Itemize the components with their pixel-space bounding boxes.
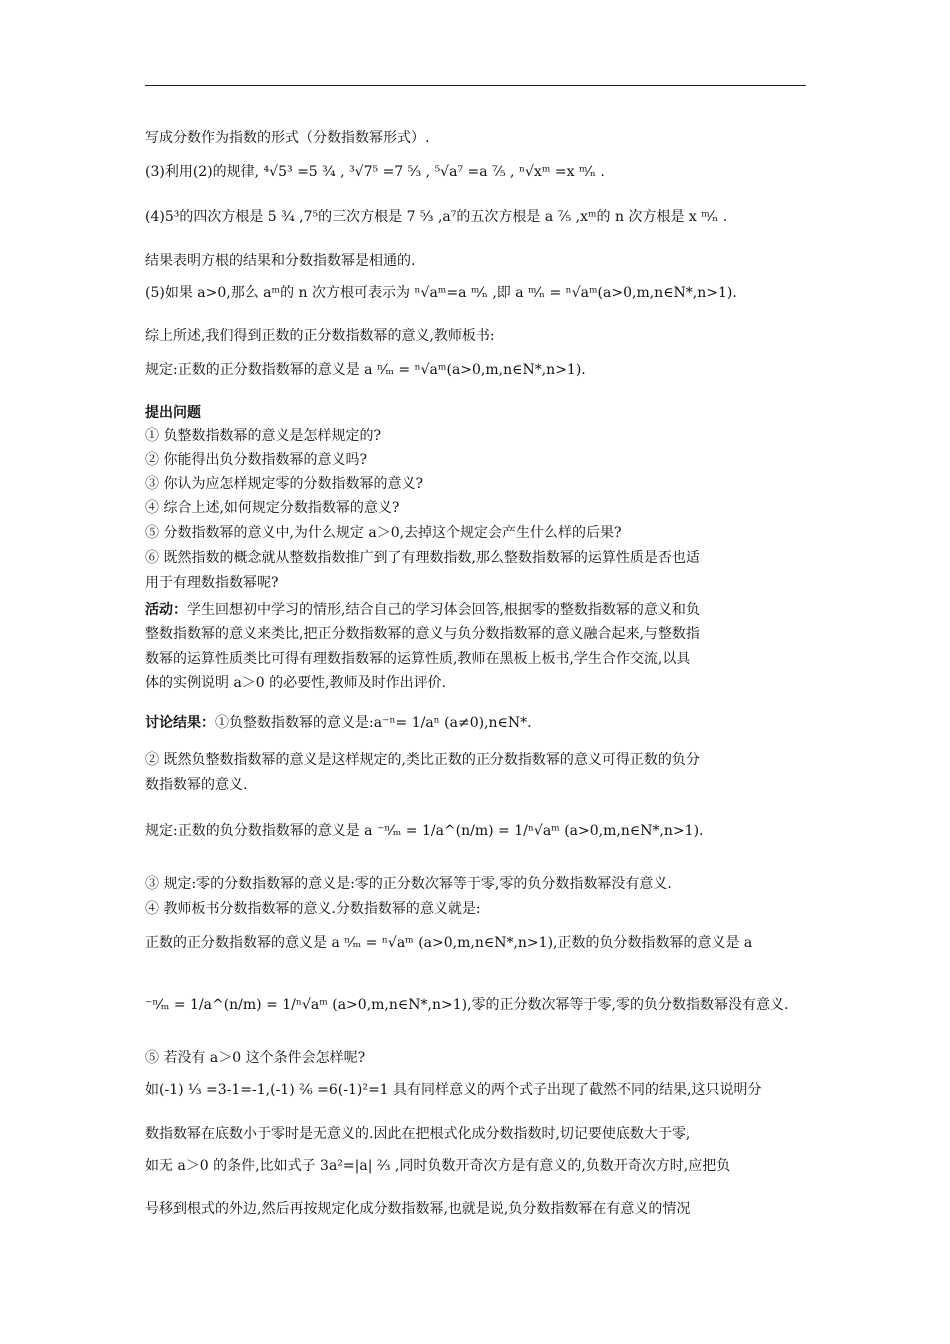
text-line: 整数指数幂的意义来类比,把正分数指数幂的意义与负分数指数幂的意义融合起来,与整数指 [145,626,700,642]
text-line: 数幂的运算性质类比可得有理数指数幂的运算性质,教师在黑板上板书,学生合作交流,以具 [145,651,691,667]
text-line: ⑤ 若没有 a＞0 这个条件会怎样呢? [145,1050,366,1066]
activity-paragraph: 活动：学生回想初中学习的情形,结合自己的学习体会回答,根据零的整数指数幂的意义和负 [145,602,700,618]
text-line: (3)利用(2)的规律, ⁴√5³ =5 ³⁄₄ , ³√7⁵ =7 ⁵⁄₃ , ⁵√a⁷ =a ⁷⁄₅ , ⁿ√xᵐ =x ᵐ⁄ₙ . [145,164,605,180]
text-line: (5)如果 a>0,那么 aᵐ的 n 次方根可表示为 ⁿ√aᵐ=a ᵐ⁄ₙ ,即 a ᵐ⁄ₙ = ⁿ√aᵐ(a>0,m,n∈N*,n>1). [145,285,737,301]
text-line: 写成分数作为指数的形式（分数指数幂形式）. [145,130,430,146]
discussion-label: 讨论结果： [145,715,215,731]
section-heading: 提出问题 [145,405,201,421]
text-line: 如无 a＞0 的条件,比如式子 3a²=|a| ²⁄₃ ,同时负数开奇次方是有意义的,负数开奇次方时,应把负 [145,1158,731,1174]
text-line: 规定:正数的负分数指数幂的意义是 a ⁻ⁿ⁄ₘ = 1/a^(n/m) = 1/ⁿ√aᵐ (a>0,m,n∈N*,n>1). [145,823,704,839]
text-line: 体的实例说明 a＞0 的必要性,教师及时作出评价. [145,675,447,691]
question-item: ① 负整数指数幂的意义是怎样规定的? [145,428,381,444]
text-line: 号移到根式的外边,然后再按规定化成分数指数幂,也就是说,负分数指数幂在有意义的情况 [145,1201,691,1217]
activity-label: 活动： [145,602,187,618]
question-item: ⑥ 既然指数的概念就从整数指数推广到了有理数指数,那么整数指数幂的运算性质是否也适 [145,550,700,566]
text-line: 规定:正数的正分数指数幂的意义是 a ⁿ⁄ₘ = ⁿ√aᵐ(a>0,m,n∈N*,n>1). [145,362,586,378]
question-item: ④ 综合上述,如何规定分数指数幂的意义? [145,500,400,516]
text-line: ⁻ⁿ⁄ₘ = 1/a^(n/m) = 1/ⁿ√aᵐ (a>0,m,n∈N*,n>1),零的正分数次幂等于零,零的负分数指数幂没有意义. [145,997,789,1013]
text-line: 数指数幂在底数小于零时是无意义的.因此在把根式化成分数指数时,切记要使底数大于零, [145,1126,691,1142]
text-line: (4)5³的四次方根是 5 ³⁄₄ ,7⁵的三次方根是 7 ⁵⁄₃ ,a⁷的五次方根是 a ⁷⁄₅ ,xᵐ的 n 次方根是 x ᵐ⁄ₙ . [145,209,728,225]
discussion-paragraph: 讨论结果：①负整数指数幂的意义是:a⁻ⁿ= 1/aⁿ (a≠0),n∈N*. [145,715,532,731]
question-item: 用于有理数指数幂呢? [145,575,279,591]
text-line: ④ 教师板书分数指数幂的意义.分数指数幂的意义就是: [145,901,481,917]
text-line: 正数的正分数指数幂的意义是 a ⁿ⁄ₘ = ⁿ√aᵐ (a>0,m,n∈N*,n>1),正数的负分数指数幂的意义是 a [145,935,753,951]
question-item: ⑤ 分数指数幂的意义中,为什么规定 a＞0,去掉这个规定会产生什么样的后果? [145,525,622,541]
text-line: 如(-1) ¹⁄₃ =3-1=-1,(-1) ²⁄₆ =6(-1)²=1 具有同样意义的两个式子出现了截然不同的结果,这只说明分 [145,1082,762,1098]
text-line: 综上所述,我们得到正数的正分数指数幂的意义,教师板书: [145,328,495,344]
header-rule [145,85,806,86]
question-item: ③ 你认为应怎样规定零的分数指数幂的意义? [145,476,423,492]
text-line: 结果表明方根的结果和分数指数幂是相通的. [145,253,416,269]
text-line: ③ 规定:零的分数指数幂的意义是:零的正分数次幂等于零,零的负分数指数幂没有意义. [145,876,672,892]
text-line: 数指数幂的意义. [145,777,248,793]
question-item: ② 你能得出负分数指数幂的意义吗? [145,452,367,468]
text-line: ② 既然负整数指数幂的意义是这样规定的,类比正数的正分数指数幂的意义可得正数的负分 [145,752,700,768]
